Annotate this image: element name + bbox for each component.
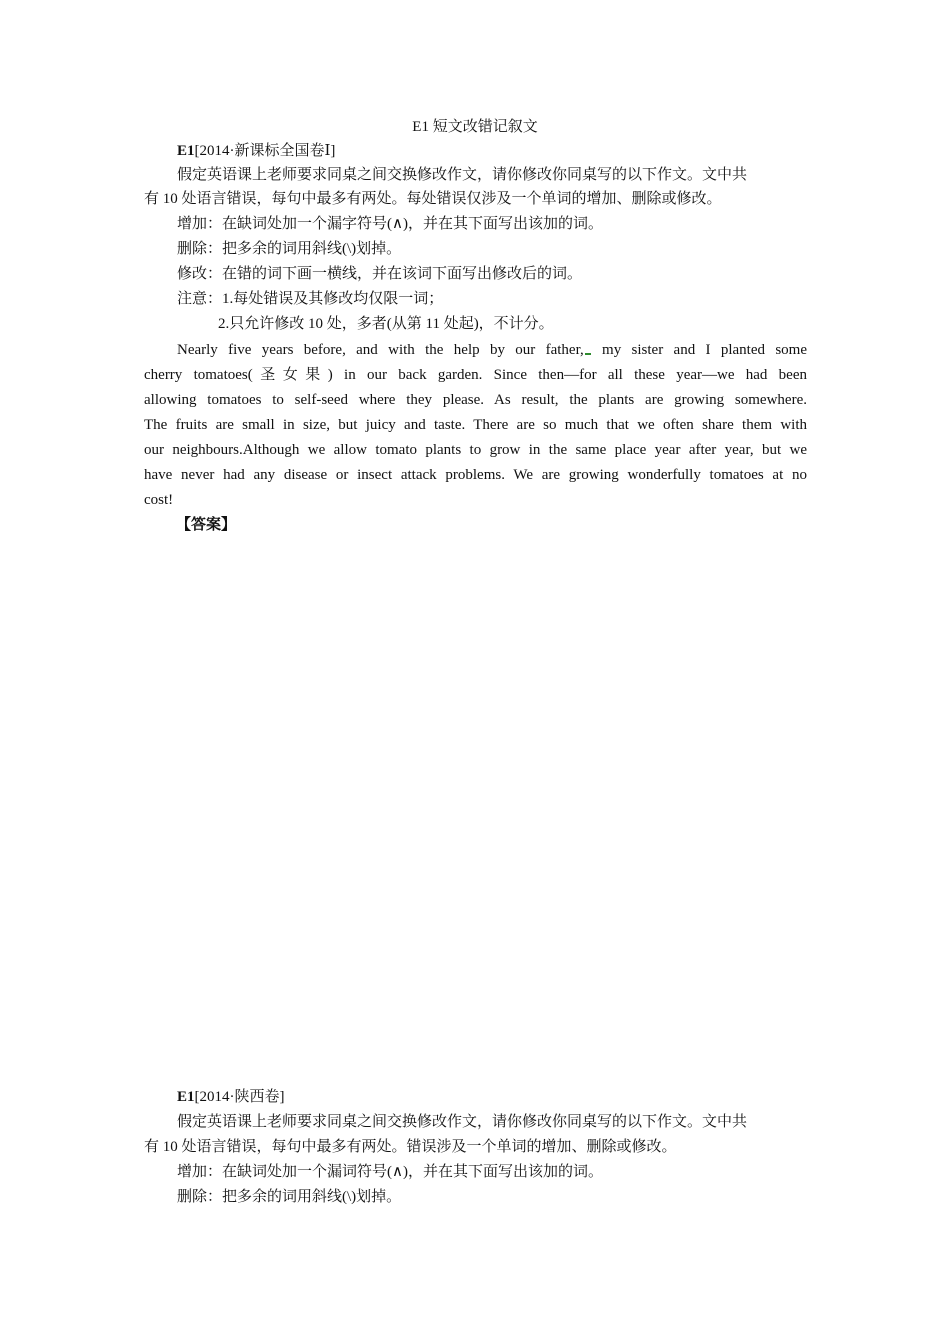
comment-mark-icon — [585, 349, 591, 355]
passage-line — [144, 364, 807, 386]
page-title: E1 短文改错记叙文 — [412, 119, 538, 135]
question-source: [2014·新课标全国卷Ⅰ] — [194, 143, 336, 159]
passage-text: The fruits are small in size, but juicy and taste. There are so much that we often share them with — [144, 417, 807, 433]
passage-line-1 — [144, 339, 807, 361]
rule-add: 增加：在缺词处加一个漏词符号(∧)，并在其下面写出该加的词。 — [177, 1164, 603, 1180]
instruction-line: 假定英语课上老师要求同桌之间交换修改作文，请你修改你同桌写的以下作文。文中共 — [177, 1114, 748, 1130]
note-2: 2.只允许修改 10 处，多者(从第 11 处起)，不计分。 — [218, 316, 554, 332]
passage-text: allowing tomatoes to self-seed where they please. As result, the plants are growing somewhere. — [144, 392, 807, 408]
passage-line — [144, 464, 807, 486]
passage-line — [144, 389, 807, 411]
rule-delete: 删除：把多余的词用斜线(\)划掉。 — [177, 1189, 402, 1205]
passage-text: Nearly five years before, and with the help by our father, — [177, 342, 584, 358]
question-header — [177, 1086, 285, 1108]
passage-line — [144, 339, 807, 361]
question-label: E1 — [177, 1089, 195, 1105]
passage-text: our neighbours.Although we allow tomato plants to grow in the same place year after year, but we — [144, 442, 807, 458]
rule-modify: 修改：在错的词下画一横线，并在该词下面写出修改后的词。 — [177, 266, 583, 282]
answer-heading: 【答案】 — [176, 517, 237, 533]
question-header — [177, 140, 335, 162]
note-1: 注意：1.每处错误及其修改均仅限一词； — [177, 291, 444, 307]
passage-line — [144, 414, 807, 436]
question-source: [2014·陕西卷] — [194, 1089, 285, 1105]
passage-line — [144, 439, 807, 461]
question-label: E1 — [177, 143, 195, 159]
rule-add: 增加：在缺词处加一个漏字符号(∧)，并在其下面写出该加的词。 — [177, 216, 603, 232]
passage-text: my sister and I planted some — [591, 342, 807, 358]
rule-delete: 删除：把多余的词用斜线(\)划掉。 — [177, 241, 402, 257]
instruction-line: 有 10 处语言错误，每句中最多有两处。每处错误仅涉及一个单词的增加、删除或修改。 — [144, 191, 722, 207]
passage-line: cost! — [144, 492, 174, 508]
passage-text: have never had any disease or insect attack problems. We are growing wonderfully tomatoes at no — [144, 467, 807, 483]
instruction-line: 有 10 处语言错误，每句中最多有两处。错误涉及一个单词的增加、删除或修改。 — [144, 1139, 677, 1155]
passage-text: cherry tomatoes(圣女果) in our back garden. Since then—for all these year—we had been — [144, 367, 807, 383]
instruction-line: 假定英语课上老师要求同桌之间交换修改作文，请你修改你同桌写的以下作文。文中共 — [177, 167, 748, 183]
